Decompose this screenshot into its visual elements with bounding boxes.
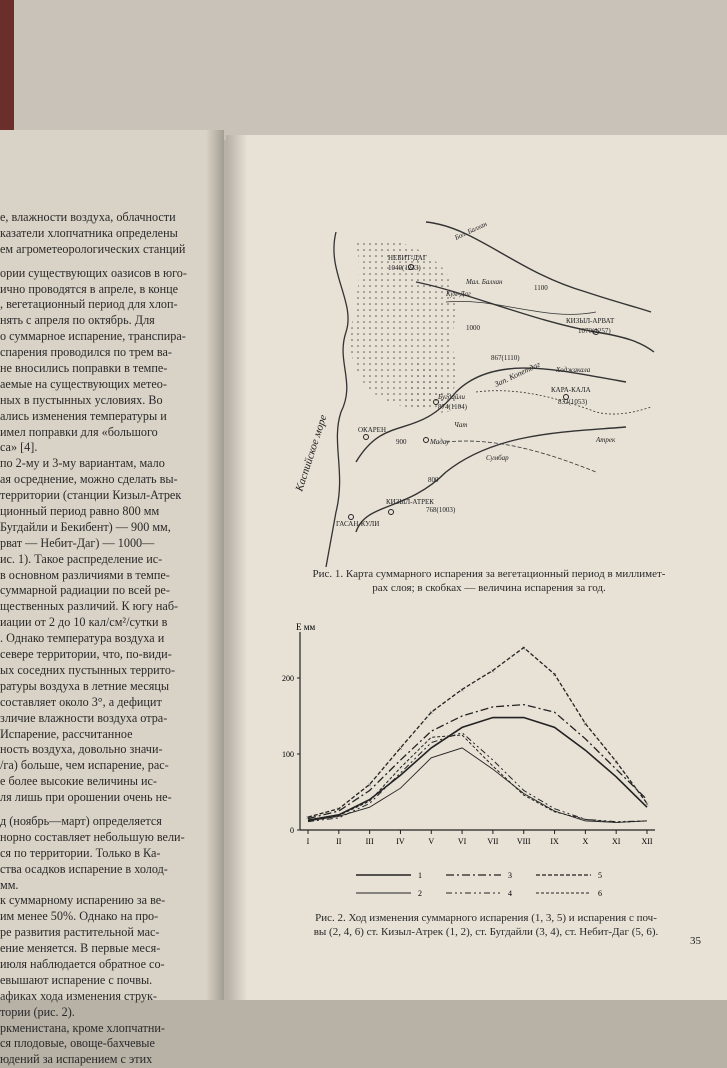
left-page-line: ались изменения температуры и [0,408,167,423]
page-gutter [206,130,224,1000]
legend-label-2: 2 [418,889,422,898]
label-okaren: ОКАРЕН [358,426,387,434]
x-tick-label: V [428,837,435,846]
left-page-line: ркменистана, кроме хлопчатни- [0,1020,165,1035]
label-bolshoi-balkhan: Бол. Балхан [453,219,489,242]
right-page [226,135,727,1000]
left-page-line: рват — Небит-Даг) — 1000— [0,535,155,550]
label-sumbar: Сумбар [486,454,509,462]
series-5-marker: × [645,800,649,809]
left-page-text [0,210,214,1068]
label-mal-balkhan: Мал. Балхан [466,278,503,286]
left-page-line: афиках хода изменения струк- [0,988,157,1003]
left-page-line [0,806,214,814]
left-page-line: тории (рис. 2). [0,1004,75,1019]
series-5-marker: × [583,720,588,729]
figure-1-caption [284,567,694,595]
left-page-line: ично проводятся в апреле, в конце [0,281,179,296]
chart-legend [346,865,626,915]
y-tick-label: 200 [282,674,294,683]
page-number: 35 [690,935,701,947]
left-page-line: им менее 50%. Однако на про- [0,909,159,924]
left-page-line: ных в пустынных условиях. Во [0,392,163,407]
left-page-line: /га) больше, чем испарение, рас- [0,758,169,773]
left-page-line: Испарение, рассчитанное [0,726,133,741]
label-zap-kopetdag: Зап. Копетдаг [493,359,542,389]
left-page-line: июля наблюдается обратное со- [0,956,165,971]
label-kara-kala: КАРА-КАЛА [551,386,591,394]
label-chat: Чат [454,421,468,429]
series-5-marker: × [367,781,372,790]
y-axis-label: E мм [296,622,316,632]
legend-label-1: 1 [418,871,422,880]
series-5-marker: × [429,709,434,718]
label-kizyl-atrek: КИЗЫЛ-АТРЕК [386,498,434,506]
left-page-line: ратуры воздуха в летние месяцы [0,678,170,693]
town-marker-kizyl-atrek [389,510,394,515]
figure-1-caption-line2: рах слоя; в скобках — величина испарения за год. [372,582,606,594]
legend-label-3: 3 [508,871,512,880]
y-tick-label: 100 [282,750,294,759]
left-page-line: щественных различий. К югу наб- [0,599,179,614]
left-page-line: евышают испарение с почвы. [0,972,153,987]
left-page-line: ение меняется. В первые меся- [0,941,161,956]
label-khodzhakala: Ходжакала [556,366,591,374]
left-page-line: по 2-му и 3-му вариантам, мало [0,456,165,471]
left-page-line: ая осреднение, можно сделать вы- [0,472,178,487]
x-tick-label: IV [396,837,405,846]
left-page-line: территории (станции Кизыл-Атрек [0,488,182,503]
figure-2-caption-line1: Рис. 2. Ход изменения суммарного испарения (1, 3, 5) и испарения с поч- [315,912,657,924]
x-tick-label: VI [457,837,467,846]
label-iso-900: 900 [396,438,407,446]
series-5-line [308,648,647,817]
series-5-marker: × [336,805,341,814]
legend-label-6: 6 [598,889,602,898]
label-nebit-dag-val: 1040(1233) [388,264,421,272]
label-atrek: Атрек [596,436,616,444]
series-4-line [308,733,647,822]
book-spine-edge [0,0,14,140]
left-page-line: д (ноябрь—март) определяется [0,813,162,828]
figure-2-caption-line2: вы (2, 4, 6) ст. Кизыл-Атрек (1, 2), ст. Бугдайли (3, 4), ст. Небит-Даг (5, 6). [313,926,659,938]
left-page-line: . Однако температура воздуха и [0,631,165,646]
left-page-line: ории существующих оазисов в юго- [0,265,187,280]
series-5-marker: × [521,644,526,653]
legend-label-4: 4 [508,889,512,898]
label-kizyl-atrek-val: 768(1003) [426,506,456,514]
label-kum-dag: Кум-Даг [446,290,471,298]
evaporation-map [293,212,656,572]
left-page-line: севере территории, что, по-види- [0,647,172,662]
x-tick-label: VII [487,837,499,846]
label-madau: Мадау [430,438,450,446]
left-page-line: имел поправки для «большого [0,424,158,439]
series-1-line [308,718,647,821]
legend-label-5: 5 [598,871,602,880]
series-5-marker: × [614,758,619,767]
left-page-line: мм. [0,877,19,892]
left-page-line: ся плодовые, овоще-бахчевые [0,1036,155,1051]
town-marker-okaren [364,435,369,440]
figure-2-caption [266,911,706,939]
left-page-line: спарения проводился по трем ва- [0,345,172,360]
label-iso-800: 800 [428,476,439,484]
x-tick-label: III [365,837,374,846]
left-page-line: , вегетационный период для хлоп- [0,297,178,312]
town-marker-gasan-kuli [349,515,354,520]
left-page-line: е более высокие величины ис- [0,774,157,789]
label-kizyl-arvat: КИЗЫЛ-АРВАТ [566,317,615,325]
series-6-line [308,735,647,822]
left-page-line: ля лишь при орошении очень не- [0,790,172,805]
x-tick-label: I [306,837,310,846]
left-page-line: казатели хлопчатника определены [0,225,178,240]
evaporation-chart [270,620,670,892]
left-page-line: к суммарному испарению за ве- [0,893,166,908]
left-page-line: са» [4]. [0,440,38,455]
series-5-marker: × [460,686,465,695]
label-kara-kala-val: 832(1053) [558,398,588,406]
left-page [0,130,224,1067]
label-iso-1000: 1000 [466,324,480,332]
left-page-line: аемые на существующих метео- [0,376,167,391]
left-page-line: нять с апреля по октябрь. Для [0,313,155,328]
left-page-line: ность воздуха, довольно значи- [0,742,163,757]
x-tick-label: IX [550,837,559,846]
x-tick-label: XI [611,837,621,846]
left-page-line: ых соседних пустынных террито- [0,662,176,677]
left-page-line: ре развития растительной мас- [0,925,160,940]
page-shade [226,135,248,1000]
left-page-line: в основном различиями в темпе- [0,567,170,582]
label-bugdaili-val: 874(1104) [438,403,467,411]
x-tick-label: X [582,837,589,846]
series-5-marker: × [306,814,310,823]
x-tick-label: VIII [516,837,531,846]
figure-1-caption-line1: Рис. 1. Карта суммарного испарения за вегетационный период в миллимет- [312,568,666,580]
coastline [326,232,348,567]
left-page-line: норно составляет небольшую вели- [0,829,185,844]
left-page-line: ся по территории. Только в Ка- [0,845,161,860]
series-5-marker: × [398,744,403,753]
left-page-line: ем агрометеорологических станций [0,241,186,256]
x-tick-label: XII [641,837,653,846]
town-marker-madau [424,438,429,443]
left-page-line: ства осадков испарение в холод- [0,861,168,876]
left-page-line: не вносились поправки в темпе- [0,361,168,376]
left-page-line: Бугдайли и Бекибент) — 900 мм, [0,519,171,534]
label-sea: Каспийское море [293,413,330,493]
label-nebit-dag: НЕБИТ-ДАГ [388,254,427,262]
series-5-marker: × [552,671,557,680]
left-page-line: ционный период равно 800 мм [0,504,160,519]
background-top [0,0,727,140]
left-page-line: ис. 1). Такое распределение ис- [0,551,163,566]
label-iso-1100: 1100 [534,284,548,292]
label-val-867: 867(1110) [491,354,520,362]
x-tick-label: II [336,837,342,846]
left-page-line: е, влажности воздуха, облачности [0,210,176,224]
left-page-line: о суммарное испарение, транспира- [0,329,186,344]
left-page-line: иации от 2 до 10 кал/см²/сутки в [0,615,168,630]
y-tick-label: 0 [290,826,294,835]
label-bugdaili: Бугдайли [438,393,465,401]
label-gasan-kuli: ГАСАН-КУЛИ [336,520,380,528]
label-kizyl-arvat-val: 1070(1257) [578,327,611,335]
left-page-line: зличие влажности воздуха отра- [0,710,168,725]
left-page-line: суммарной радиации по всей ре- [0,583,170,598]
left-page-line: юдений за испарением с этих [0,1052,153,1067]
series-5-marker: × [490,667,495,676]
left-page-line: составляет около 3°, а дефицит [0,694,162,709]
left-page-line [0,258,214,266]
